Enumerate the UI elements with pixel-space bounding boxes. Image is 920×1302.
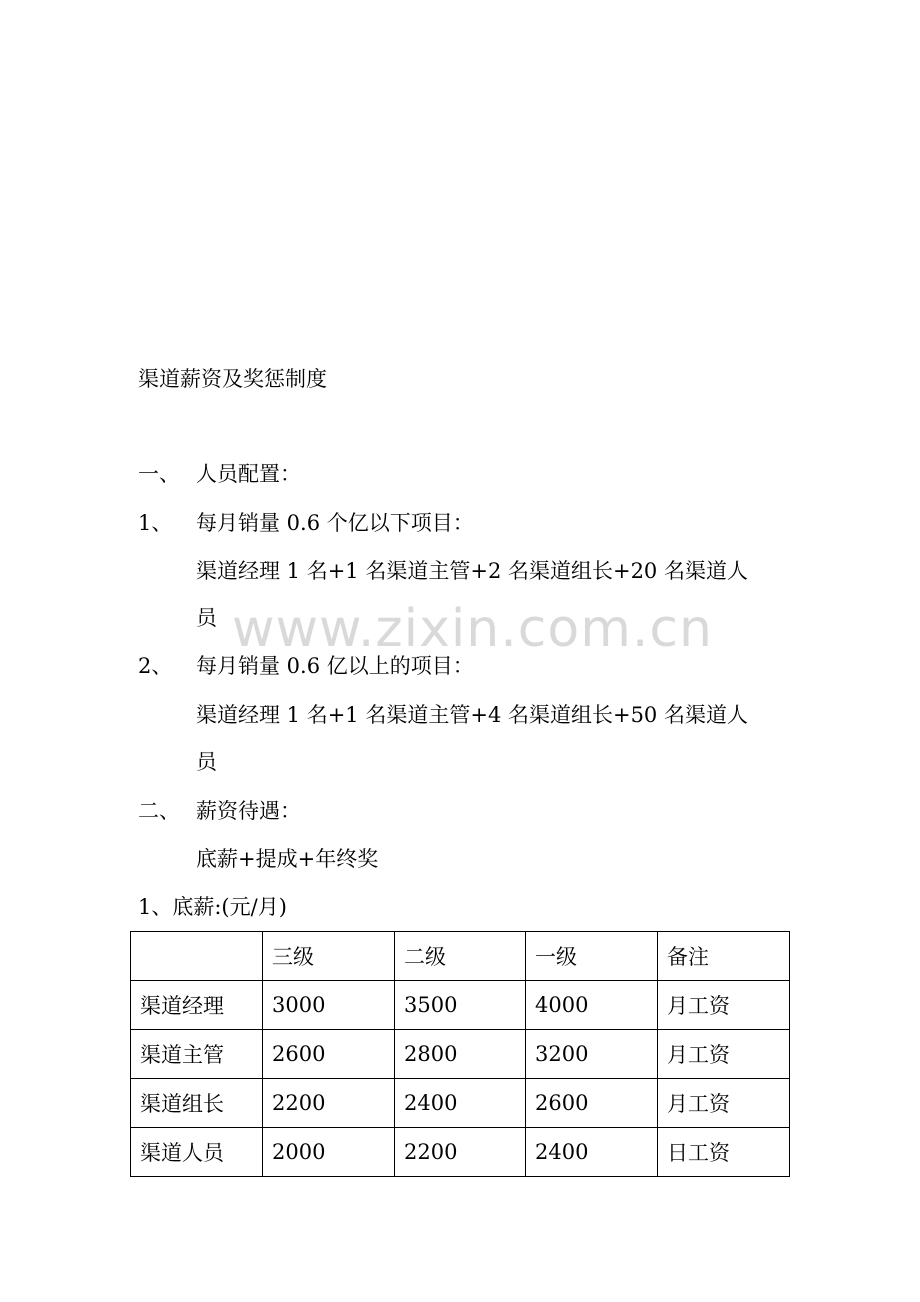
table-header-cell: 三级: [263, 932, 395, 981]
item-detail-2-line1: 渠道经理 1 名+1 名渠道主管+4 名渠道组长+50 名渠道人: [196, 703, 748, 727]
table-cell: 渠道人员: [131, 1128, 263, 1177]
table-row: [131, 981, 790, 1030]
table-cell: 2400: [526, 1128, 658, 1177]
table-cell: 月工资: [658, 981, 790, 1030]
table-header-row: [131, 932, 790, 981]
table-header-cell: 一级: [526, 932, 658, 981]
section-heading-salary: 薪资待遇：: [196, 799, 301, 823]
table-cell: 渠道经理: [131, 981, 263, 1030]
section-number-1: 一、: [138, 462, 180, 486]
table-cell: 2600: [263, 1030, 395, 1079]
salary-formula: 底薪+提成+年终奖: [196, 847, 379, 871]
item-detail-2-line2: 员: [196, 750, 217, 774]
item-detail-1-line2: 员: [196, 606, 217, 630]
table-row: [131, 1128, 790, 1177]
item-detail-1-line1: 渠道经理 1 名+1 名渠道主管+2 名渠道组长+20 名渠道人: [196, 559, 748, 583]
section-number-2: 二、: [138, 799, 180, 823]
base-salary-table: [130, 931, 790, 1177]
table-cell: 2200: [263, 1079, 395, 1128]
section-heading-staffing: 人员配置：: [196, 462, 301, 486]
table-cell: 2600: [526, 1079, 658, 1128]
table-header-cell: [131, 932, 263, 981]
item-text-2: 每月销量 0.6 亿以上的项目：: [196, 654, 474, 678]
item-number-2: 2、: [138, 654, 173, 678]
table-cell: 2000: [263, 1128, 395, 1177]
table-header-cell: 备注: [658, 932, 790, 981]
table-cell: 渠道主管: [131, 1030, 263, 1079]
table-cell: 2200: [395, 1128, 526, 1177]
document-title: 渠道薪资及奖惩制度: [138, 367, 327, 391]
table-cell: 2400: [395, 1079, 526, 1128]
table-cell: 月工资: [658, 1079, 790, 1128]
item-number-1: 1、: [138, 511, 173, 535]
table-cell: 日工资: [658, 1128, 790, 1177]
table-cell: 月工资: [658, 1030, 790, 1079]
table-cell: 3200: [526, 1030, 658, 1079]
table-cell: 2800: [395, 1030, 526, 1079]
table-row: [131, 1079, 790, 1128]
table-cell: 3000: [263, 981, 395, 1030]
table-cell: 3500: [395, 981, 526, 1030]
table-row: [131, 1030, 790, 1079]
watermark: www.zixin.com.cn: [232, 599, 713, 659]
table-cell: 4000: [526, 981, 658, 1030]
table-header-cell: 二级: [395, 932, 526, 981]
table-cell: 渠道组长: [131, 1079, 263, 1128]
item-text-1: 每月销量 0.6 个亿以下项目：: [196, 511, 474, 535]
base-salary-heading: 1、底薪:(元/月): [138, 895, 287, 919]
